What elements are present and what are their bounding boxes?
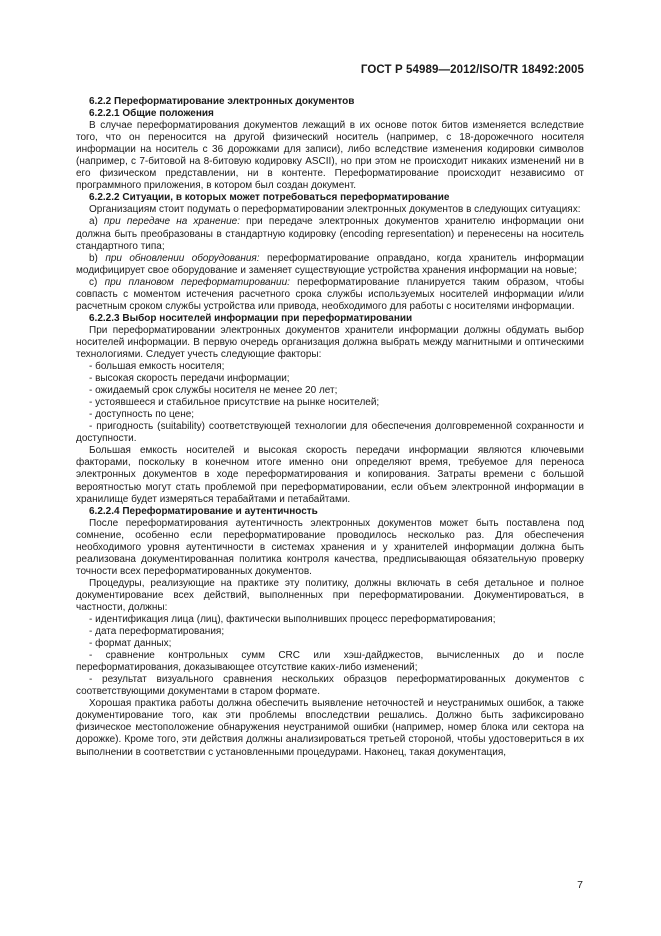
document-body (76, 96, 584, 759)
paragraph: После переформатирования аутентичность электронных документов может быть поставлена под сомнение, особенно если переформатирование проводилось несколько раз. Для обеспечения необходимого уровня аутентичности в системах хранения и у хранителей информации должна быть реализована документированная политика контроля качества, предписывающая обязательную проверку точности всех переформатированных документов. (76, 517, 584, 577)
list-item-marker: a) (89, 216, 105, 228)
list-item: - идентификация лица (лиц), фактически выполнивших процесс переформатирования; (89, 614, 496, 626)
paragraph: В случае переформатирования документов лежащий в их основе поток битов изменяется вследствие того, что он переносится на другой физический носитель (например, с 18-дорожечного носителя информации на носитель с 36 дорожками для записи), либо вследствие изменения кодировки символов (например, с 7-битовой на 8-битовую кодировку ASCII), но при этом не происходит никаких изменений ни в его физическом представлении, ни в контенте. Переформатирование происходит независимо от программного приложения, в котором был создан документ. (76, 120, 584, 192)
paragraph: При переформатировании электронных документов хранители информации должны обдумать выбор носителей информации. В первую очередь организация должна выбрать между магнитными и оптическими технологиями. Следует учесть следующие факторы: (76, 324, 584, 360)
paragraph: Процедуры, реализующие на практике эту политику, должны включать в себя детальное и полное документирование всех действий, выполненных при переформатировании. Документироваться, в частности, должны: (76, 577, 584, 613)
list-item-text: переформатирование планируется таким образом, чтобы совпасть с моментом истечения расчетного срока службы используемых носителей информации и/или расчетным сроком службы устройства или привода, необходимого для работы с носителями информации. (76, 276, 585, 312)
section-heading: 6.2.2.4 Переформатирование и аутентичность (89, 505, 318, 517)
list-item: - доступность по цене; (89, 409, 195, 421)
list-item: - пригодность (suitability) соответствующей технологии для обеспечения долговременной сохранности и доступности. (76, 421, 584, 445)
list-item-text: при передаче электронных документов хранителю информации они должна быть преобразованы в стандартную кодировку (encoding representation) и перенесены на носитель стандартного типа; (76, 216, 584, 252)
list-item (76, 277, 584, 313)
list-item: - устоявшееся и стабильное присутствие на рынке носителей; (89, 397, 380, 409)
list-item-marker: c) (89, 276, 105, 288)
section-heading: 6.2.2.2 Ситуации, в которых может потребоваться переформатирование (89, 192, 450, 204)
list-item-term: при плановом переформатировании: (104, 276, 290, 288)
list-item (76, 216, 584, 252)
list-item-marker: b) (89, 252, 106, 264)
list-item: - результат визуального сравнения нескольких образцов переформатированных документов с соответствующими документами в старом формате. (76, 674, 584, 698)
list-item: - сравнение контрольных сумм CRC или хэш-дайджестов, вычисленных до и после переформатирования, доказывающее отсутствие каких-либо изменений; (76, 650, 584, 674)
section-heading: 6.2.2.1 Общие положения (89, 108, 214, 120)
section-heading: 6.2.2 Переформатирование электронных документов (89, 96, 355, 107)
list-item-term: при обновлении оборудования: (105, 252, 260, 264)
paragraph: Большая емкость носителей и высокая скорость передачи информации являются ключевыми факторами, поскольку в конечном итоге именно они определяют время, требуемое для переноса электронных документов в ходе переформатирования и копирования. Затраты времени с большой вероятностью могут стать проблемой при переформатировании, если объем электронной информации в хранилище будет измеряться терабайтами и петабайтами. (76, 445, 584, 505)
paragraph: Хорошая практика работы должна обеспечить выявление неточностей и неустранимых ошибок, а также документирование того, как эти проблемы впоследствии решались. Должно быть зафиксировано физическое местоположение обнаружения неустранимой ошибки (например, номер блока или сектора на дорожке). Кроме того, эти действия должны анализироваться третьей стороной, чтобы удостовериться в их выполнении в соответствии с установленными процедурами. Наконец, такая документация, (76, 698, 584, 758)
list-item: - дата переформатирования; (89, 626, 225, 638)
section-heading: 6.2.2.3 Выбор носителей информации при переформатировании (89, 312, 413, 324)
list-item: - ожидаемый срок службы носителя не менее 20 лет; (89, 385, 338, 397)
list-item (76, 253, 584, 277)
list-item-term: при передаче на хранение: (104, 216, 241, 228)
document-code-header: ГОСТ Р 54989—2012/ISO/TR 18492:2005 (360, 64, 584, 76)
page-number: 7 (577, 879, 583, 891)
list-item: - большая емкость носителя; (89, 361, 225, 373)
paragraph: Организациям стоит подумать о переформатировании электронных документов в следующих ситуациях: (89, 204, 581, 216)
list-item-text: переформатирование оправдано, когда хранитель информации модифицирует свое оборудование и заменяет существующие устройства хранения информации на новые; (76, 252, 585, 276)
list-item: - высокая скорость передачи информации; (89, 373, 290, 385)
list-item: - формат данных; (89, 638, 172, 650)
